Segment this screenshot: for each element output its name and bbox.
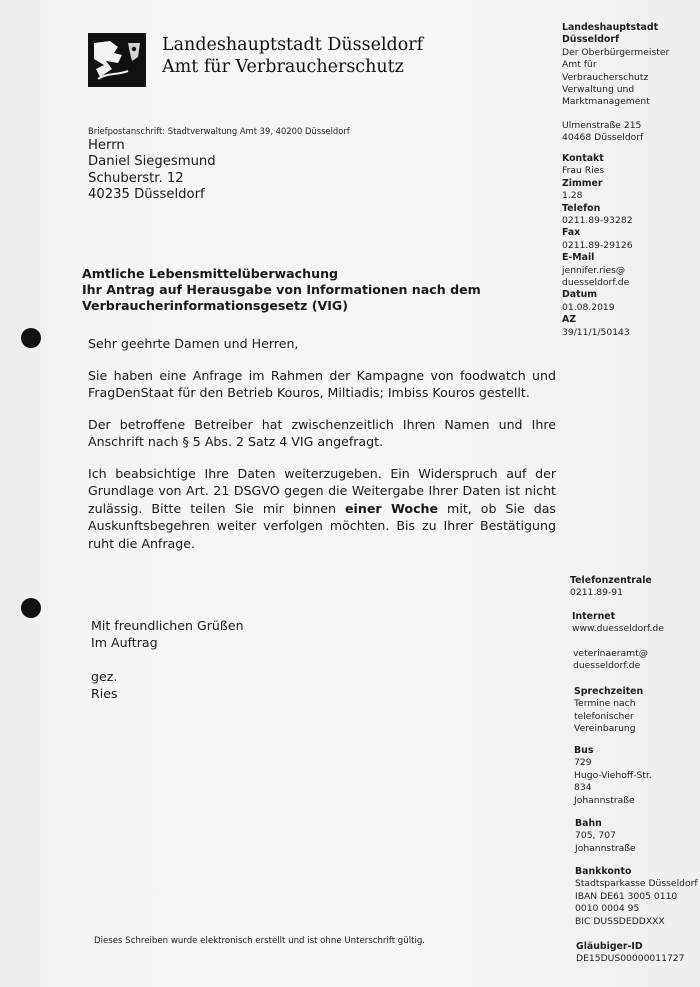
glaeubiger-label: Gläubiger-ID (576, 941, 643, 952)
closing-line-2: Im Auftrag (91, 635, 158, 651)
p3-text-a: Ich beabsichtige Ihre Daten weiterzugeben. Ein Widerspruch auf der Grundlage von Art. 21 DSGVO gegen die Weitergabe Ihrer Daten ist nicht zulässig. Bitte teilen Sie mir binnen (88, 466, 556, 516)
sidebar-office-hours (574, 686, 643, 736)
bahn-line: 705, 707 (575, 830, 616, 842)
organization-name (162, 34, 423, 78)
sidebar-org-line: Amt für (562, 59, 597, 71)
bahn-line: Johannstraße (575, 842, 636, 854)
fax-label: Fax (562, 227, 581, 239)
recipient-street: Schuberstr. 12 (88, 170, 184, 186)
zimmer-value: 1.28 (562, 190, 583, 202)
datum-value: 01.08.2019 (562, 301, 615, 313)
recipient-salutation: Herrn (88, 138, 125, 153)
sidebar-organization (562, 22, 669, 109)
bus-line: 729 (574, 757, 592, 769)
bahn-label: Bahn (575, 818, 602, 829)
sidebar-org-line: Marktmanagement (562, 96, 650, 108)
sidebar-org-line: Der Oberbürgermeister (562, 46, 670, 58)
bank-line: 0010 0004 95 (575, 903, 640, 915)
subject-line-3: Verbraucherinformationsgesetz (VIG) (82, 298, 348, 314)
internet-value: www.duesseldorf.de (572, 623, 664, 635)
sidebar-train (575, 818, 636, 855)
signature-gez: gez. (91, 669, 118, 684)
email-line-1: jennifer.ries@ (562, 264, 626, 276)
p3-bold: einer Woche (345, 500, 439, 516)
closing (91, 617, 244, 652)
zentrale-value: 0211.89-91 (570, 587, 623, 599)
bus-label: Bus (574, 745, 594, 756)
az-value: 39/11/1/50143 (562, 326, 630, 338)
sprechzeiten-line: Termine nach (574, 698, 636, 710)
sidebar-address (562, 120, 643, 145)
kontakt-value: Frau Ries (562, 165, 605, 177)
sidebar-vet-email (573, 648, 648, 673)
bus-line: Johannstraße (574, 794, 635, 806)
subject (82, 266, 481, 315)
sprechzeiten-line: telefonischer (574, 710, 634, 722)
recipient-city: 40235 Düsseldorf (88, 187, 205, 203)
punch-hole (21, 328, 41, 348)
vet-email-line-1: veterinaeramt@ (573, 648, 648, 659)
sidebar-org-bold-1: Landeshauptstadt (562, 22, 659, 33)
subject-line-2: Ihr Antrag auf Herausgabe von Informationen nach dem (82, 282, 481, 298)
telefon-label: Telefon (562, 202, 601, 214)
org-line-1: Landeshauptstadt Düsseldorf (162, 35, 424, 55)
sidebar-bank (575, 866, 698, 928)
zimmer-label: Zimmer (562, 177, 603, 189)
body-paragraph-1: Sie haben eine Anfrage im Rahmen der Kampagne von foodwatch und FragDenStaat für den Betrieb Kouros, Miltiadis; Imbiss Kouros gestellt. (88, 368, 556, 401)
sidebar-org-line: Verwaltung und (562, 84, 635, 96)
sidebar-bus (574, 745, 652, 807)
subject-line-1: Amtliche Lebensmittelüberwachung (82, 266, 339, 281)
datum-label: Datum (562, 289, 598, 301)
zentrale-label: Telefonzentrale (570, 575, 652, 586)
kontakt-label: Kontakt (562, 153, 604, 164)
sidebar-contact (562, 153, 633, 339)
telefon-value: 0211.89-93282 (562, 215, 633, 227)
fax-value: 0211.89-29126 (562, 239, 633, 251)
sprechzeiten-label: Sprechzeiten (574, 686, 644, 697)
glaeubiger-value: DE15DUS00000011727 (576, 953, 685, 965)
sidebar-org-bold-2: Düsseldorf (562, 34, 620, 46)
az-label: AZ (562, 314, 577, 326)
body-salutation: Sehr geehrte Damen und Herren, (88, 336, 299, 351)
bank-line: IBAN DE61 3005 0110 (575, 890, 678, 902)
closing-line-1: Mit freundlichen Grüßen (91, 618, 244, 633)
recipient-address (88, 138, 216, 204)
sender-line: Briefpostanschrift: Stadtverwaltung Amt 39, 40200 Düsseldorf (88, 126, 350, 136)
punch-hole (21, 598, 41, 618)
org-line-2: Amt für Verbraucherschutz (162, 57, 404, 77)
sprechzeiten-line: Vereinbarung (574, 723, 636, 735)
bank-label: Bankkonto (575, 866, 632, 877)
bank-line: Stadtsparkasse Düsseldorf (575, 878, 698, 890)
vet-email-line-2: duesseldorf.de (573, 660, 641, 672)
sidebar-creditor-id (576, 941, 685, 966)
body-paragraph-2: Der betroffene Betreiber hat zwischenzeitlich Ihren Namen und Ihre Anschrift nach § 5 Abs. 2 Satz 4 VIG angefragt. (88, 417, 556, 450)
bank-line: BIC DUSSDEDDXXX (575, 915, 665, 927)
signature-name: Ries (91, 686, 118, 702)
sidebar-street: Ulmenstraße 215 (562, 120, 642, 131)
bus-line: 834 (574, 782, 592, 794)
email-label: E-Mail (562, 252, 595, 264)
internet-label: Internet (572, 611, 616, 622)
sidebar-internet (572, 611, 664, 636)
sidebar-phone-central (570, 575, 652, 600)
city-crest-icon (88, 33, 146, 87)
sidebar-org-line: Verbraucherschutz (562, 71, 649, 83)
footer-note: Dieses Schreiben wurde elektronisch erstellt und ist ohne Unterschrift gültig. (94, 936, 426, 946)
body-paragraph-3 (88, 465, 556, 552)
signature (91, 668, 118, 703)
recipient-name: Daniel Siegesmund (88, 154, 216, 170)
sidebar-city: 40468 Düsseldorf (562, 132, 644, 144)
p3-text-b: mit, ob Sie das Auskunftsbegehren weiter verfolgen möchten. Bis zu Ihrer Bestätigung ruht die Anfrage. (88, 500, 556, 551)
email-line-2: duesseldorf.de (562, 277, 630, 289)
bus-line: Hugo-Viehoff-Str. (574, 769, 652, 781)
